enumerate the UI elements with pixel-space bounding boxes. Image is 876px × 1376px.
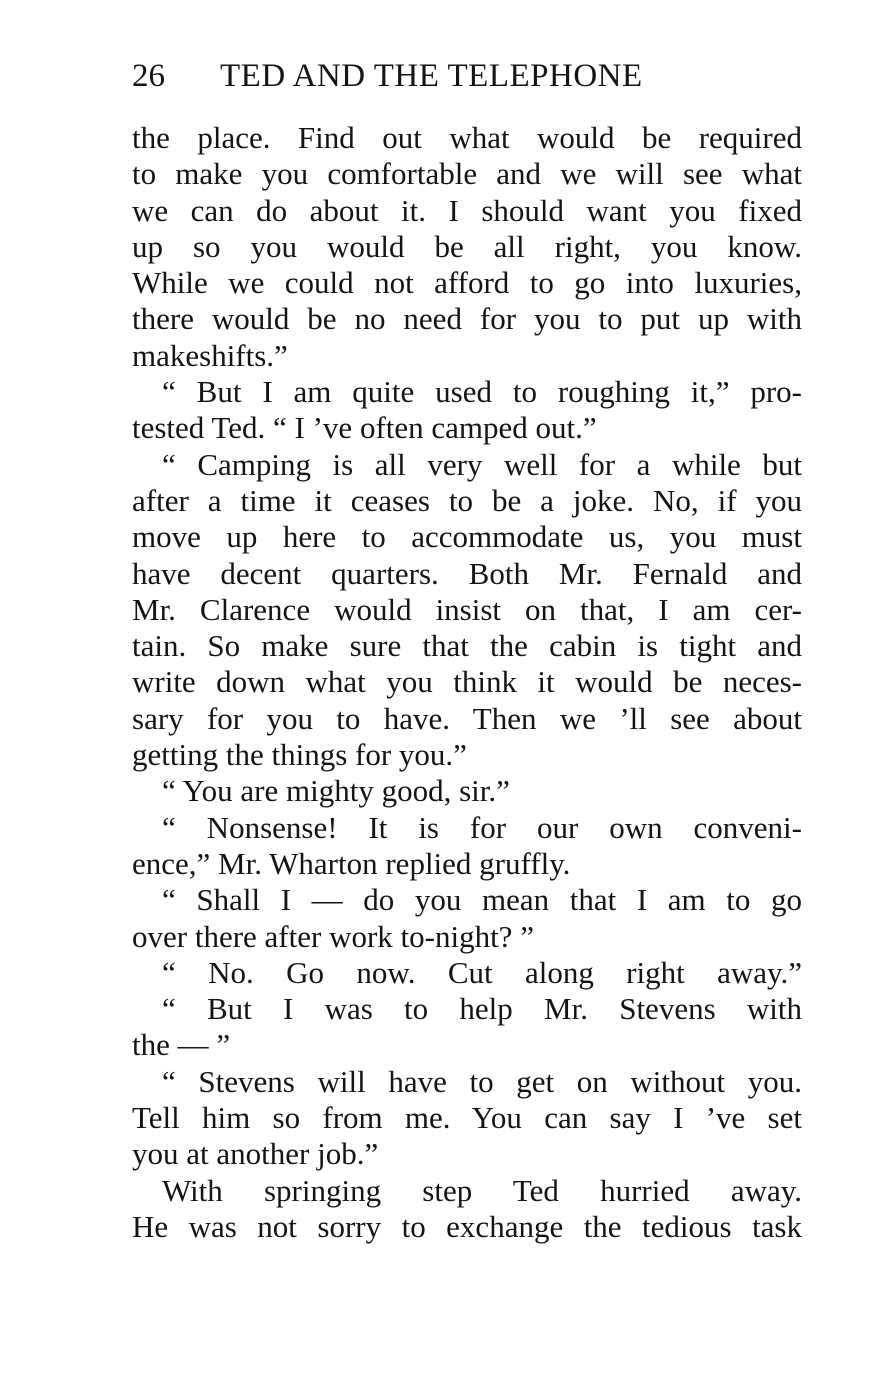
text-line: “ But I was to help Mr. Stevens with: [162, 991, 802, 1027]
text-line: have decent quarters. Both Mr. Fernald and: [132, 555, 802, 591]
text-line: He was not sorry to exchange the tedious task: [132, 1208, 802, 1244]
text-line: makeshifts.”: [132, 337, 288, 373]
text-line: “ Camping is all very well for a while but: [162, 446, 802, 482]
text-line: “ But I am quite used to roughing it,” pro-: [162, 374, 802, 410]
text-line: “ Shall I — do you mean that I am to go: [162, 882, 802, 918]
text-line: Mr. Clarence would insist on that, I am cer-: [132, 591, 802, 627]
text-line: the place. Find out what would be required: [132, 120, 802, 155]
text-line: there would be no need for you to put up with: [132, 301, 802, 337]
body-text: [132, 120, 802, 1245]
text-line: the — ”: [132, 1027, 231, 1063]
text-line: tested Ted. “ I ’ve often camped out.”: [132, 410, 597, 446]
text-line: write down what you think it would be neces-: [132, 664, 802, 700]
text-line: With springing step Ted hurried away.: [162, 1172, 802, 1208]
text-line: we can do about it. I should want you fixed: [132, 192, 802, 228]
text-line: over there after work to-night? ”: [132, 918, 534, 954]
text-line: Tell him so from me. You can say I ’ve set: [132, 1100, 802, 1136]
running-head: [132, 56, 802, 96]
text-line: “ You are mighty good, sir.”: [162, 773, 510, 809]
text-line: move up here to accommodate us, you must: [132, 519, 802, 555]
text-line: “ No. Go now. Cut along right away.”: [162, 954, 802, 990]
text-line: While we could not afford to go into luxuries,: [132, 265, 802, 301]
text-line: you at another job.”: [132, 1136, 379, 1172]
text-line: to make you comfortable and we will see what: [132, 156, 802, 192]
text-line: after a time it ceases to be a joke. No, if you: [132, 482, 802, 518]
text-line: “ Stevens will have to get on without you.: [162, 1063, 802, 1099]
text-line: ence,” Mr. Wharton replied gruffly.: [132, 845, 571, 881]
text-line: “ Nonsense! It is for our own conveni-: [162, 809, 802, 845]
text-line: sary for you to have. Then we ’ll see about: [132, 700, 802, 736]
text-line: getting the things for you.”: [132, 737, 467, 773]
page-number: 26: [132, 58, 165, 94]
text-line: tain. So make sure that the cabin is tight and: [132, 628, 802, 664]
running-title: TED AND THE TELEPHONE: [220, 58, 643, 94]
text-line: up so you would be all right, you know.: [132, 228, 802, 264]
